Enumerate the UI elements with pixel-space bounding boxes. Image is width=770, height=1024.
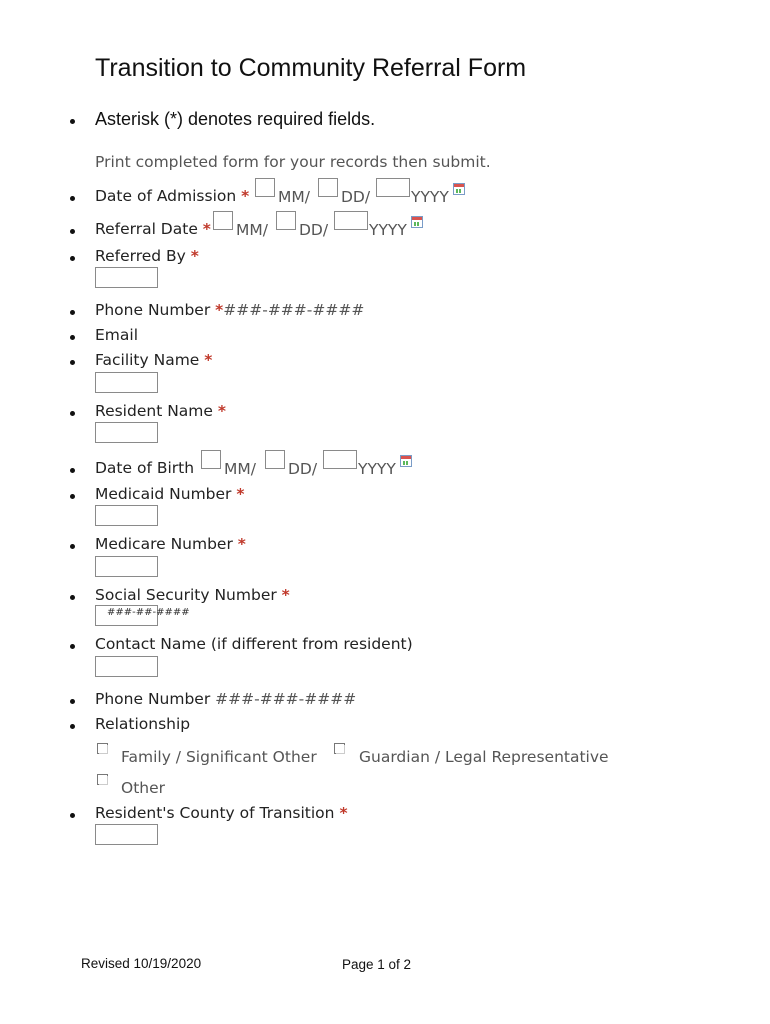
bullet	[70, 310, 75, 315]
slash: /	[364, 188, 371, 206]
required-asterisk: *	[237, 535, 246, 553]
required-asterisk: *	[217, 402, 226, 420]
contact-name-input[interactable]	[95, 656, 158, 677]
county-label	[95, 803, 348, 823]
dob-year-input[interactable]	[323, 450, 357, 469]
other-option-label: Other	[121, 779, 166, 797]
mm-text: MM	[278, 188, 305, 206]
label-text: Phone Number	[95, 301, 211, 319]
bullet	[70, 813, 75, 818]
label-text: Medicare Number	[95, 535, 233, 553]
day-hint	[341, 187, 370, 207]
required-asterisk: *	[236, 485, 245, 503]
bullet	[70, 724, 75, 729]
phone-format-hint: ###-###-####	[223, 301, 365, 319]
other-checkbox[interactable]	[97, 774, 108, 785]
email-label: Email	[95, 326, 139, 344]
dob-day-input[interactable]	[265, 450, 285, 469]
year-hint: YYYY	[411, 188, 449, 206]
required-note: Asterisk (*) denotes required fields.	[95, 109, 376, 129]
dd-text: DD	[299, 221, 323, 239]
month-hint	[224, 459, 256, 479]
referral-year-input[interactable]	[334, 211, 368, 230]
slash: /	[322, 221, 329, 239]
bullet	[70, 468, 75, 473]
medicare-number-input[interactable]	[95, 556, 158, 577]
calendar-icon[interactable]	[411, 216, 423, 228]
day-hint	[288, 459, 317, 479]
label-text: Date of Admission	[95, 187, 237, 205]
referred-by-input[interactable]	[95, 267, 158, 288]
ssn-label	[95, 585, 290, 605]
instruction-text: Print completed form for your records then submit.	[95, 153, 491, 171]
phone-number-label	[95, 300, 364, 320]
bullet	[70, 699, 75, 704]
label-text: Medicaid Number	[95, 485, 232, 503]
mm-text: MM	[236, 221, 263, 239]
bullet	[70, 256, 75, 261]
facility-name-label	[95, 350, 212, 370]
dd-text: DD	[341, 188, 365, 206]
label-text: Resident's County of Transition	[95, 804, 335, 822]
page-number: Page 1 of 2	[342, 957, 412, 972]
referral-date-label	[95, 219, 211, 239]
slash: /	[250, 460, 256, 478]
slash: /	[304, 188, 310, 206]
bullet	[70, 595, 75, 600]
admission-month-input[interactable]	[255, 178, 275, 197]
resident-name-input[interactable]	[95, 422, 158, 443]
required-asterisk: *	[215, 301, 224, 319]
resident-name-label	[95, 401, 226, 421]
family-checkbox[interactable]	[97, 743, 108, 754]
admission-day-input[interactable]	[318, 178, 338, 197]
month-hint	[278, 187, 310, 207]
relationship-label: Relationship	[95, 715, 191, 733]
label-text: Facility Name	[95, 351, 200, 369]
month-hint	[236, 220, 268, 240]
bullet	[70, 544, 75, 549]
required-asterisk: *	[204, 351, 213, 369]
required-asterisk: *	[339, 804, 348, 822]
year-hint: YYYY	[358, 460, 396, 478]
revised-date: Revised 10/19/2020	[81, 956, 202, 971]
contact-name-label: Contact Name (if different from resident)	[95, 635, 413, 653]
referral-month-input[interactable]	[213, 211, 233, 230]
slash: /	[262, 221, 268, 239]
slash: /	[311, 460, 318, 478]
required-asterisk: *	[202, 220, 211, 238]
county-input[interactable]	[95, 824, 158, 845]
required-asterisk: *	[190, 247, 199, 265]
label-text: Phone Number	[95, 690, 211, 708]
dob-month-input[interactable]	[201, 450, 221, 469]
phone-format-hint: ###-###-####	[215, 690, 357, 708]
medicaid-number-input[interactable]	[95, 505, 158, 526]
required-asterisk: *	[281, 586, 290, 604]
ssn-placeholder: ###-##-####	[107, 607, 190, 618]
bullet	[70, 229, 75, 234]
medicaid-number-label	[95, 484, 244, 504]
year-hint: YYYY	[369, 221, 407, 239]
guardian-checkbox[interactable]	[334, 743, 345, 754]
mm-text: MM	[224, 460, 251, 478]
facility-name-input[interactable]	[95, 372, 158, 393]
required-asterisk: *	[241, 187, 250, 205]
contact-phone-label	[95, 689, 356, 709]
calendar-icon[interactable]	[400, 455, 412, 467]
label-text: Social Security Number	[95, 586, 277, 604]
admission-year-input[interactable]	[376, 178, 410, 197]
label-text: Referred By	[95, 247, 186, 265]
bullet	[70, 494, 75, 499]
bullet	[70, 360, 75, 365]
bullet	[70, 119, 75, 124]
referral-day-input[interactable]	[276, 211, 296, 230]
bullet	[70, 411, 75, 416]
bullet	[70, 335, 75, 340]
bullet	[70, 644, 75, 649]
referred-by-label	[95, 246, 199, 266]
label-text: Referral Date	[95, 220, 198, 238]
page-title: Transition to Community Referral Form	[95, 54, 527, 82]
calendar-icon[interactable]	[453, 183, 465, 195]
dd-text: DD	[288, 460, 312, 478]
guardian-option-label: Guardian / Legal Representative	[359, 748, 609, 766]
bullet	[70, 196, 75, 201]
date-of-admission-label	[95, 186, 249, 206]
label-text: Resident Name	[95, 402, 213, 420]
family-option-label: Family / Significant Other	[121, 748, 317, 766]
day-hint	[299, 220, 328, 240]
date-of-birth-label: Date of Birth	[95, 459, 195, 477]
medicare-number-label	[95, 534, 246, 554]
